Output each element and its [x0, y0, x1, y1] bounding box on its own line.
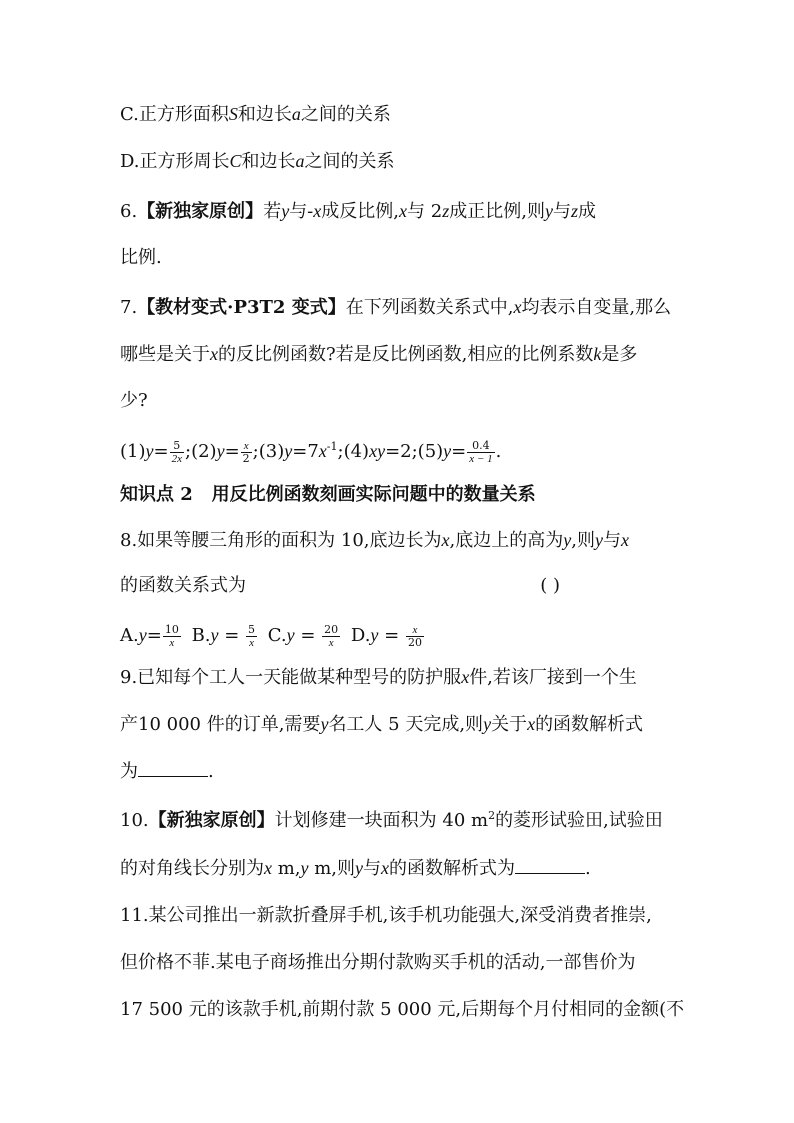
formula-label: (5)	[417, 441, 444, 462]
denominator: 2	[242, 451, 250, 465]
formula-label: (4)	[343, 441, 370, 462]
math-var: S	[228, 104, 238, 124]
option-label: A.	[120, 625, 139, 646]
text: 关于	[491, 714, 528, 735]
text: 是多	[601, 344, 638, 365]
fraction	[241, 440, 252, 465]
text: 若	[263, 201, 282, 222]
text: ;	[337, 441, 344, 462]
text: m,	[272, 858, 301, 879]
numerator: 20	[324, 622, 339, 636]
question-9-line-1	[120, 664, 680, 691]
question-tag: 【教材变式·P3T2 变式】	[137, 297, 346, 318]
math-var: x	[461, 667, 470, 687]
text: .	[208, 761, 214, 782]
question-7-line-3	[120, 388, 680, 414]
question-7-line-1	[120, 294, 680, 321]
text: 成正比例,则	[449, 201, 545, 222]
text: 和边长	[241, 151, 296, 172]
option-label: D.	[350, 625, 371, 646]
question-number: 7.	[120, 297, 138, 318]
denominator: x − 1	[469, 452, 493, 465]
math-var: y	[443, 441, 452, 461]
text: =	[218, 625, 246, 646]
math-var: y	[300, 858, 309, 878]
math-var: x	[513, 297, 522, 317]
text: 成	[577, 201, 596, 222]
question-number: 6.	[120, 201, 138, 222]
question-9-line-2	[120, 711, 680, 738]
numerator: 10	[164, 622, 179, 636]
text: 比例.	[120, 247, 162, 268]
section-label: 知识点 2	[120, 484, 193, 505]
math-var: C	[229, 151, 242, 171]
math-var: y	[145, 441, 154, 461]
text: 均表示自变量,那么	[521, 297, 672, 318]
question-tag: 【新独家原创】	[148, 810, 275, 831]
option-label: C.	[267, 625, 287, 646]
question-6-line-1	[120, 198, 680, 225]
text: 与	[363, 858, 382, 879]
text: 11.某公司推出一新款折叠屏手机,该手机功能强大,深受消费者推崇,	[120, 905, 652, 926]
text: 件,若该厂接到一个生	[469, 667, 637, 688]
question-11-line-3	[120, 997, 685, 1023]
math-var: y	[563, 530, 572, 550]
formula-label: (2)	[191, 441, 217, 462]
math-var: x	[318, 441, 327, 461]
text: .	[585, 858, 591, 879]
denominator: 2x	[171, 452, 182, 465]
text: 为	[120, 761, 138, 782]
math-var: y	[281, 201, 290, 221]
text: C.正方形面积	[120, 104, 229, 125]
text: 的菱形试验田,试验田	[495, 810, 663, 831]
math-var: y	[138, 625, 147, 645]
option-d	[350, 623, 425, 649]
text: =7	[292, 441, 319, 462]
math-var: k	[593, 344, 602, 364]
question-10-line-1	[120, 808, 680, 834]
text: 的函数解析式	[535, 714, 644, 735]
text: 和边长	[237, 104, 292, 125]
question-tag: 【新独家原创】	[137, 201, 264, 222]
option-a	[120, 622, 182, 649]
question-9-line-3	[120, 758, 680, 785]
math-var: y	[544, 201, 553, 221]
math-var: y	[320, 714, 329, 734]
superscript: 2	[488, 809, 496, 822]
option-c	[120, 101, 680, 128]
superscript: -1	[326, 440, 338, 453]
text: ,则	[571, 530, 595, 551]
fraction	[322, 624, 340, 649]
question-6-line-2	[120, 245, 680, 271]
denominator: 20	[407, 635, 422, 649]
question-10-line-2	[120, 855, 680, 882]
math-var: y	[284, 441, 293, 461]
math-var: y	[370, 625, 379, 645]
math-var: x	[621, 530, 629, 550]
math-var: y	[210, 625, 219, 645]
text: 8.如果等腰三角形的面积为 10,底边长为	[120, 530, 442, 551]
math-var: a	[295, 151, 305, 171]
denominator: x	[328, 636, 334, 649]
fraction	[170, 440, 184, 465]
text: 产10 000 件的订单,需要	[120, 714, 321, 735]
math-var: x	[527, 714, 536, 734]
numerator: 0.4	[467, 440, 494, 453]
numerator: 5	[170, 440, 184, 453]
math-var: x	[264, 858, 272, 878]
math-var: x	[399, 201, 408, 221]
option-d	[120, 148, 680, 175]
math-var: x	[441, 530, 450, 550]
text: 少?	[120, 390, 148, 411]
formula-label: (1)	[120, 441, 146, 462]
text: 17 500 元的该款手机,前期付款 5 000 元,后期每个月付相同的金额(不	[120, 999, 685, 1020]
math-var: x	[313, 201, 322, 221]
numerator: 5	[248, 622, 256, 636]
option-label: B.	[191, 625, 211, 646]
text: 在下列函数关系式中,	[345, 297, 514, 318]
fraction	[406, 624, 424, 649]
text: 之间的关系	[304, 151, 395, 172]
text: 计划修建一块面积为 40 m	[274, 810, 489, 831]
text: =	[451, 441, 467, 462]
section-title: 用反比例函数刻画实际问题中的数量关系	[211, 484, 536, 505]
text: 与-	[289, 201, 314, 222]
text: m,则	[308, 858, 356, 879]
question-11-line-1	[120, 903, 680, 929]
math-var: y	[355, 858, 364, 878]
denominator: x	[249, 636, 254, 649]
text: ;	[252, 441, 259, 462]
fraction	[467, 440, 494, 465]
question-8-line-2	[120, 573, 680, 599]
numerator: x	[406, 624, 424, 637]
text: 与	[603, 530, 621, 551]
text: =	[146, 625, 162, 646]
text: 的函数解析式为	[389, 858, 516, 879]
option-b	[191, 622, 258, 649]
text: 的对角线长分别为	[120, 858, 264, 879]
math-var: y	[483, 714, 492, 734]
math-var: y	[216, 441, 225, 461]
math-var: x	[210, 344, 218, 364]
math-var: y	[286, 625, 295, 645]
option-c	[267, 622, 341, 649]
question-8-options	[120, 618, 680, 653]
fraction	[163, 624, 181, 649]
text: ;	[184, 441, 192, 462]
text: 的函数关系式为	[120, 575, 246, 596]
question-7-formulas	[120, 434, 680, 469]
question-8-line-1	[120, 527, 680, 554]
math-var: z	[570, 201, 578, 221]
text: 名工人 5 天完成,则	[328, 714, 484, 735]
text: D.正方形周长	[120, 151, 230, 172]
text: =	[224, 441, 240, 462]
answer-blank[interactable]	[138, 758, 208, 777]
text: 与	[552, 201, 571, 222]
text: =	[378, 625, 405, 646]
text: 哪些是关于	[120, 344, 210, 365]
formula-label: (3)	[258, 441, 285, 462]
text: 但价格不菲.某电子商场推出分期付款购买手机的活动,一部售价为	[120, 952, 636, 973]
question-11-line-2	[120, 950, 680, 976]
answer-paren: ( )	[540, 575, 560, 596]
denominator: x	[169, 636, 175, 649]
math-var: a	[291, 104, 301, 124]
fraction	[246, 624, 257, 649]
question-number: 10.	[120, 810, 149, 831]
text: .	[495, 441, 502, 462]
math-var: z	[442, 201, 450, 221]
text: 成反比例,	[321, 201, 400, 222]
math-var: x	[381, 858, 390, 878]
text: 之间的关系	[300, 104, 391, 125]
text: ,底边上的高为	[449, 530, 564, 551]
text: =	[153, 441, 169, 462]
answer-blank[interactable]	[515, 855, 585, 874]
math-var: xy	[369, 441, 386, 461]
numerator: x	[241, 440, 252, 453]
math-var: y	[595, 530, 603, 550]
text: 的反比例函数?若是反比例函数,相应的比例系数	[218, 344, 594, 365]
question-7-line-2	[120, 341, 680, 368]
text: 与 2	[407, 201, 443, 222]
text: =2;	[385, 441, 418, 462]
text: =	[294, 625, 322, 646]
text: 9.已知每个工人一天能做某种型号的防护服	[120, 667, 462, 688]
section-heading	[120, 482, 680, 508]
